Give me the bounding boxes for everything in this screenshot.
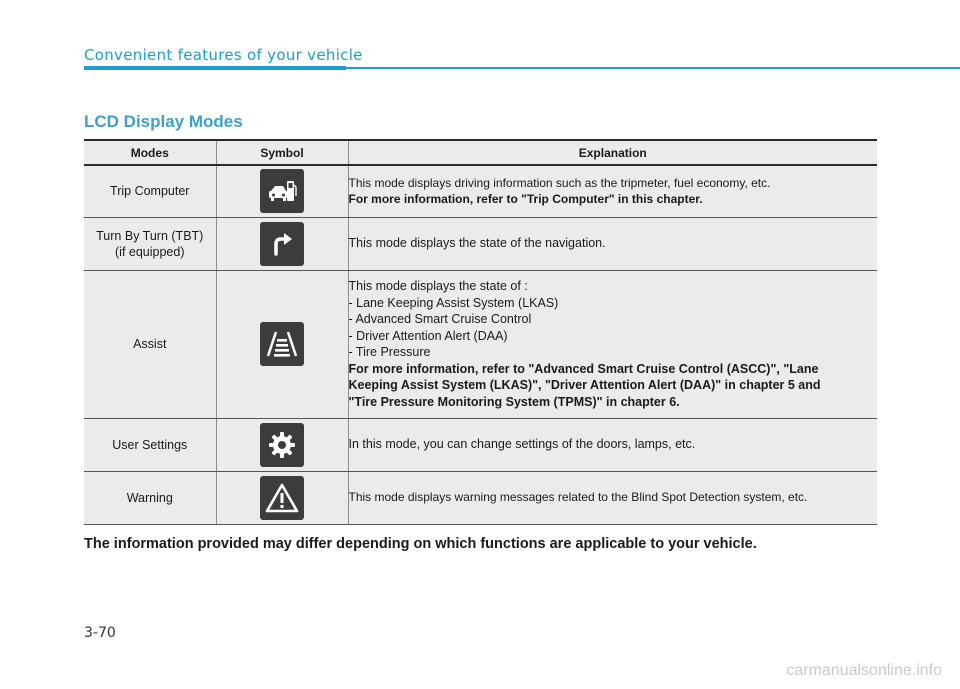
explanation-text: This mode displays warning messages related to the Blind Spot Detection system, etc. — [348, 490, 808, 505]
column-header-modes: Modes — [84, 140, 216, 165]
mode-label: Turn By Turn (TBT) — [96, 228, 204, 243]
mode-cell — [84, 165, 216, 217]
explanation-cell — [348, 270, 877, 418]
lane-assist-icon — [260, 322, 304, 366]
explanation-text: In this mode, you can change settings of the doors, lamps, etc. — [348, 437, 696, 452]
header-rule-thick — [84, 66, 346, 70]
explanation-text: This mode displays driving information such as the tripmeter, fuel economy, etc. — [348, 175, 771, 190]
explanation-cell — [348, 165, 877, 217]
table-row — [84, 165, 877, 217]
explanation-text: - Lane Keeping Assist System (LKAS) — [348, 295, 559, 310]
chapter-header: Convenient features of your vehicle — [84, 46, 363, 64]
mode-cell — [84, 471, 216, 524]
column-header-explanation: Explanation — [348, 140, 877, 165]
table-row — [84, 270, 877, 418]
page-title: LCD Display Modes — [84, 112, 243, 131]
explanation-cell — [348, 471, 877, 524]
symbol-cell — [216, 471, 348, 524]
table-header-row — [84, 140, 877, 165]
trip-computer-icon — [260, 169, 304, 213]
page-number: 3-70 — [84, 625, 116, 641]
warning-triangle-icon — [260, 476, 304, 520]
symbol-cell — [216, 418, 348, 471]
explanation-text: - Driver Attention Alert (DAA) — [348, 328, 508, 343]
table-row — [84, 418, 877, 471]
mode-label: Trip Computer — [110, 184, 190, 199]
explanation-cell — [348, 418, 877, 471]
mode-cell — [84, 217, 216, 270]
column-header-symbol: Symbol — [216, 140, 348, 165]
mode-cell — [84, 418, 216, 471]
table-row — [84, 471, 877, 524]
table-row — [84, 217, 877, 270]
explanation-text: - Advanced Smart Cruise Control — [348, 312, 532, 326]
mode-cell — [84, 270, 216, 418]
explanation-reference: For more information, refer to "Trip Computer" in this chapter. — [348, 192, 703, 207]
symbol-cell — [216, 165, 348, 217]
mode-qualifier: (if equipped) — [115, 244, 185, 259]
mode-label: Warning — [126, 490, 173, 505]
explanation-text: This mode displays the state of the navigation. — [348, 236, 606, 251]
lcd-modes-table — [84, 139, 877, 525]
gear-icon — [260, 423, 304, 467]
explanation-reference: Keeping Assist System (LKAS)", "Driver Attention Alert (DAA)" in chapter 5 and — [348, 378, 821, 392]
symbol-cell — [216, 217, 348, 270]
explanation-cell — [348, 217, 877, 270]
header-rule-thin — [346, 67, 960, 69]
explanation-text: This mode displays the state of : — [348, 279, 528, 293]
mode-label: User Settings — [112, 437, 188, 452]
symbol-cell — [216, 270, 348, 418]
turn-arrow-icon — [260, 222, 304, 266]
watermark: carmanualsonline.info — [786, 662, 942, 679]
explanation-reference: "Tire Pressure Monitoring System (TPMS)" in chapter 6. — [348, 394, 680, 409]
mode-label: Assist — [133, 337, 167, 351]
applicability-note: The information provided may differ depending on which functions are applicable to your vehicle. — [84, 536, 757, 552]
explanation-reference: For more information, refer to "Advanced Smart Cruise Control (ASCC)", "Lane — [348, 361, 819, 376]
explanation-text: - Tire Pressure — [348, 345, 431, 359]
